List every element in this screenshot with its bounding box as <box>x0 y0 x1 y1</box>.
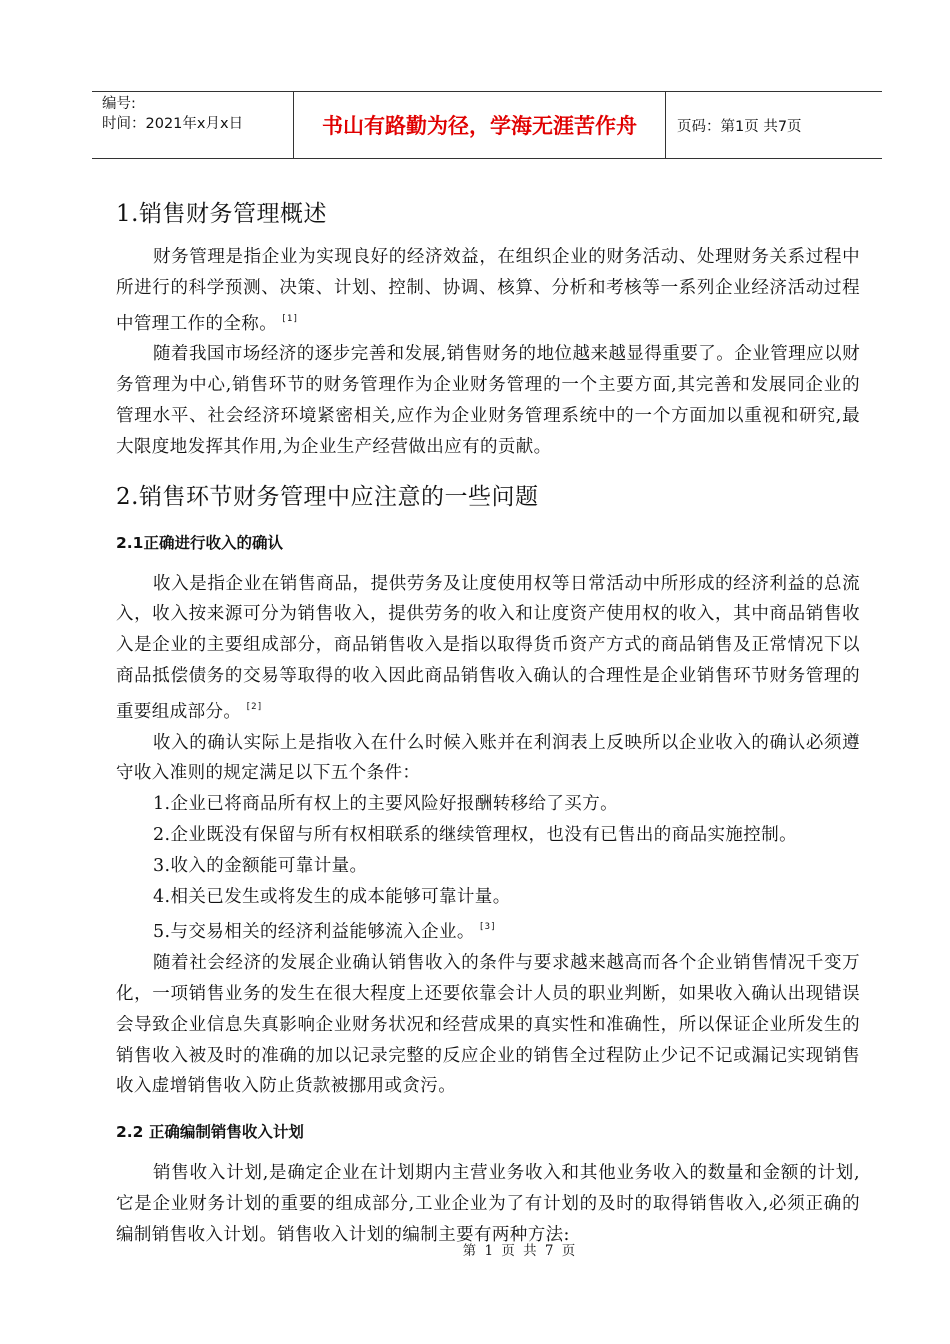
condition-item-2: 2.企业既没有保留与所有权相联系的继续管理权，也没有已售出的商品实施控制。 <box>153 824 797 845</box>
subsection-2-1-paragraph-3: 随着社会经济的发展企业确认销售收入的条件与要求越来越高而各个企业销售情况千变万化，一项销售业务的发生在很大程度上还要依靠会计人员的职业判断，如果收入确认出现错误会导致企业信息失真影响企业财务状况和经营成果的真实性和准确性，所以保证企业所发生的销售收入被及时的准确的加以记录完整的反应企业的销售全过程防止少记不记或漏记实现销售收入虚增销售收入防止货款被挪用或贪污。 <box>116 953 860 1097</box>
condition-item-3: 3.收入的金额能可靠计量。 <box>153 855 368 876</box>
condition-item-4: 4.相关已发生或将发生的成本能够可靠计量。 <box>153 886 511 907</box>
header-page-code: 页码：第1页 共7页 <box>677 118 802 135</box>
paragraph-text: 收入是指企业在销售商品，提供劳务及让度使用权等日常活动中所形成的经济利益的总流入，收入按来源可分为销售收入，提供劳务的收入和让度资产使用权的收入，其中商品销售收入是企业的主要组成部分，商品销售收入是指以取得货币资产方式的商品销售及正常情况下以商品抵偿债务的交易等取得的收入因此商品销售收入确认的合理性是企业销售环节财务管理的重要组成部分。 <box>116 573 860 722</box>
document-body <box>116 186 860 1251</box>
header-info-cell <box>92 92 293 158</box>
citation-ref: [3] <box>478 922 497 933</box>
date-label: 时间：2021年x月x日 <box>102 116 244 132</box>
condition-item-5 <box>116 912 860 948</box>
section-1-paragraph-2: 随着我国市场经济的逐步完善和发展,销售财务的地位越来越显得重要了。企业管理应以财务管理为中心,销售环节的财务管理作为企业财务管理的一个主要方面,其完善和发展同企业的管理水平、社会经济环境紧密相关,应作为企业财务管理系统中的一个方面加以重视和研究,最大限度地发挥其作用,为企业生产经营做出应有的贡献。 <box>116 344 860 457</box>
item-text: 5.与交易相关的经济利益能够流入企业。 <box>153 922 475 943</box>
subsection-2-1-paragraph-2: 收入的确认实际上是指收入在什么时候入账并在利润表上反映所以企业收入的确认必须遵守收入准则的规定满足以下五个条件： <box>116 732 860 784</box>
document-header <box>92 91 882 159</box>
subsection-2-1-heading: 2.1正确进行收入的确认 <box>116 533 283 552</box>
subsection-2-1-paragraph-1 <box>116 569 860 728</box>
section-1-heading: 1.销售财务管理概述 <box>116 201 327 227</box>
section-2-heading: 2.销售环节财务管理中应注意的一些问题 <box>116 483 539 510</box>
serial-label: 编号: <box>102 96 136 112</box>
condition-item-1: 1.企业已将商品所有权上的主要风险好报酬转移给了买方。 <box>153 794 618 815</box>
subsection-2-2-paragraph-1: 销售收入计划,是确定企业在计划期内主营业务收入和其他业务收入的数量和金额的计划,它是企业财务计划的重要的组成部分,工业企业为了有计划的及时的取得销售收入,必须正确的编制销售收入计划。销售收入计划的编制主要有两种方法: <box>116 1163 860 1245</box>
citation-ref: [1] <box>281 313 299 324</box>
header-motto: 书山有路勤为径，学海无涯苦作舟 <box>293 92 666 158</box>
page-footer: 第 1 页 共 7 页 <box>462 1243 578 1259</box>
citation-ref: [2] <box>245 701 263 712</box>
subsection-2-2-heading: 2.2 正确编制销售收入计划 <box>116 1123 304 1142</box>
section-1-paragraph-1 <box>116 242 860 339</box>
paragraph-text: 财务管理是指企业为实现良好的经济效益，在组织企业的财务活动、处理财务关系过程中所进行的科学预测、决策、计划、控制、协调、核算、分析和考核等一系列企业经济活动过程中管理工作的全称。 <box>116 247 860 334</box>
